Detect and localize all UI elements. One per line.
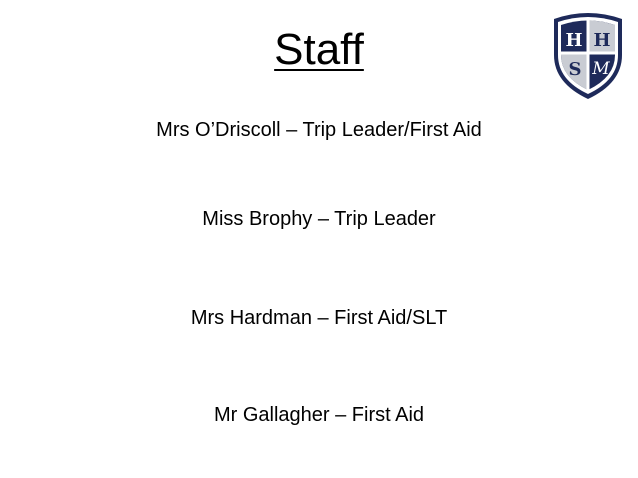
crest-letter: S bbox=[568, 59, 582, 80]
school-crest-logo bbox=[548, 9, 628, 101]
staff-item: Mr Gallagher – First Aid bbox=[213, 404, 425, 426]
staff-item: Miss Brophy – Trip Leader bbox=[202, 208, 436, 230]
crest-letter: H bbox=[593, 30, 611, 51]
staff-item: Mrs Hardman – First Aid/SLT bbox=[190, 307, 448, 329]
crest-letter: M bbox=[592, 59, 610, 79]
slide-title: Staff bbox=[274, 25, 364, 74]
crest-letter: H bbox=[565, 30, 583, 51]
crest-cross-vertical bbox=[587, 19, 590, 91]
crest-cross-horizontal bbox=[560, 52, 616, 55]
staff-item: Mrs O’Driscoll – Trip Leader/First Aid bbox=[156, 119, 482, 141]
